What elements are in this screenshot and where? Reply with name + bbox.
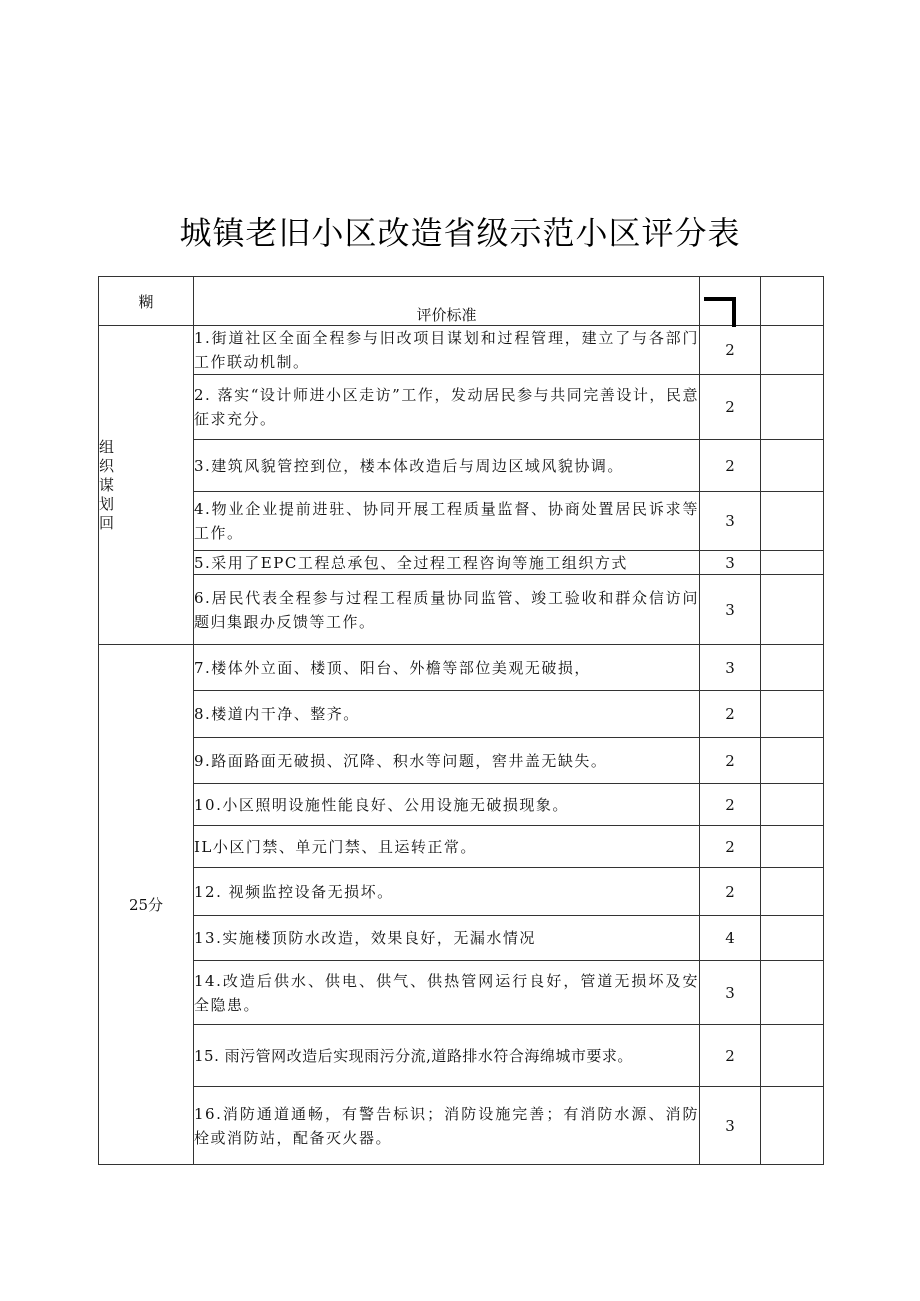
criteria-cell: 2. 落实“设计师进小区走访”工作，发动居民参与共同完善设计，民意征求充分。 (194, 375, 700, 440)
criteria-cell: 14.改造后供水、供电、供气、供热管网运行良好，管道无损坏及安全隐患。 (194, 961, 700, 1025)
group-label-char: 织 (99, 456, 115, 475)
score-cell: 3 (700, 645, 761, 691)
group-label-char: 回 (99, 513, 115, 532)
table-row (99, 691, 824, 738)
criteria-cell: 12. 视频监控设备无损坏。 (194, 868, 700, 916)
group-label-char: 组 (99, 437, 115, 456)
criteria-cell: 13.实施楼顶防水改造，效果良好，无漏水情况 (194, 916, 700, 961)
header-extra (761, 277, 824, 326)
blank-cell (761, 375, 824, 440)
score-cell: 2 (700, 691, 761, 738)
table-row (99, 551, 824, 575)
table-header-row (99, 277, 824, 326)
criteria-cell: 3.建筑风貌管控到位，楼本体改造后与周边区域风貌协调。 (194, 440, 700, 492)
blank-cell (761, 1087, 824, 1165)
criteria-cell: 9.路面路面无破损、沉降、积水等问题，窖井盖无缺失。 (194, 738, 700, 784)
group-label-organization (99, 326, 194, 645)
blank-cell (761, 784, 824, 826)
table-row (99, 961, 824, 1025)
score-table (98, 276, 824, 1165)
group-label-char: 划 (99, 494, 115, 513)
blank-cell (761, 868, 824, 916)
score-cell: 3 (700, 551, 761, 575)
blank-cell (761, 691, 824, 738)
blank-cell (761, 551, 824, 575)
table-row (99, 784, 824, 826)
header-score (700, 277, 761, 326)
criteria-cell: 4.物业企业提前进驻、协同开展工程质量监督、协商处置居民诉求等工作。 (194, 492, 700, 551)
criteria-cell: 16.消防通道通畅，有警告标识；消防设施完善；有消防水源、消防栓或消防站，配备灭火器。 (194, 1087, 700, 1165)
blank-cell (761, 738, 824, 784)
score-cell: 2 (700, 784, 761, 826)
score-cell: 3 (700, 1087, 761, 1165)
score-cell: 4 (700, 916, 761, 961)
score-cell: 3 (700, 961, 761, 1025)
criteria-cell: 6.居民代表全程参与过程工程质量协同监管、竣工验收和群众信访问题归集跟办反馈等工作。 (194, 575, 700, 645)
group-label-points: 25分 (99, 645, 194, 1165)
blank-cell (761, 961, 824, 1025)
criteria-cell: IL小区门禁、单元门禁、且运转正常。 (194, 826, 700, 868)
blank-cell (761, 826, 824, 868)
group-label-char: 谋 (99, 475, 115, 494)
table-row (99, 1025, 824, 1087)
table-row (99, 326, 824, 375)
blank-cell (761, 440, 824, 492)
criteria-cell: 5.采用了EPC工程总承包、全过程工程咨询等施工组织方式 (194, 551, 700, 575)
score-cell: 3 (700, 575, 761, 645)
criteria-cell: 8.楼道内干净、整齐。 (194, 691, 700, 738)
table-row (99, 1087, 824, 1165)
criteria-cell: 1.街道社区全面全程参与旧改项目谋划和过程管理，建立了与各部门工作联动机制。 (194, 326, 700, 375)
blank-cell (761, 575, 824, 645)
table-row (99, 916, 824, 961)
criteria-cell: 10.小区照明设施性能良好、公用设施无破损现象。 (194, 784, 700, 826)
header-criteria: 评价标准 (194, 277, 700, 326)
score-cell: 2 (700, 826, 761, 868)
header-category: 糊 (99, 277, 194, 326)
score-cell: 2 (700, 375, 761, 440)
criteria-cell: 7.楼体外立面、楼顶、阳台、外檐等部位美观无破损， (194, 645, 700, 691)
blank-cell (761, 916, 824, 961)
blank-cell (761, 492, 824, 551)
corner-bracket-mark (704, 297, 736, 327)
score-cell: 2 (700, 1025, 761, 1087)
blank-cell (761, 326, 824, 375)
score-cell: 2 (700, 440, 761, 492)
criteria-cell: 15. 雨污管网改造后实现雨污分流,道路排水符合海绵城市要求。 (194, 1025, 700, 1087)
blank-cell (761, 645, 824, 691)
table-row (99, 738, 824, 784)
score-cell: 2 (700, 868, 761, 916)
page-title: 城镇老旧小区改造省级示范小区评分表 (179, 214, 741, 252)
table-row (99, 645, 824, 691)
table-row (99, 492, 824, 551)
table-row (99, 440, 824, 492)
score-cell: 3 (700, 492, 761, 551)
table-row (99, 375, 824, 440)
table-row (99, 868, 824, 916)
table-row (99, 826, 824, 868)
table-row (99, 575, 824, 645)
score-cell: 2 (700, 326, 761, 375)
blank-cell (761, 1025, 824, 1087)
score-cell: 2 (700, 738, 761, 784)
